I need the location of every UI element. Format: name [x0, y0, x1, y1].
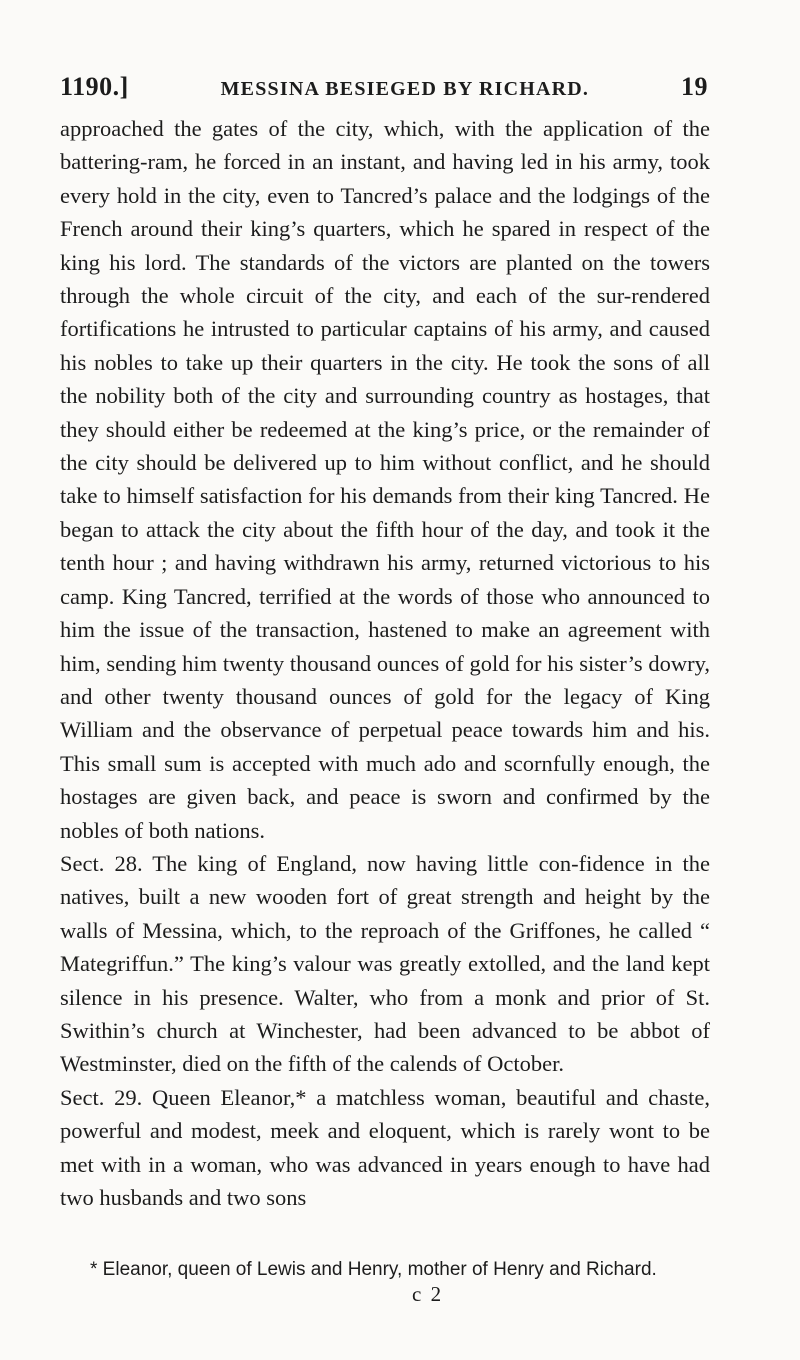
- paragraph-sect-28: Sect. 28. The king of England, now having little con-fidence in the natives, built a new wooden fort of great strength and height by the walls of Messina, which, to the reproach of the Griffones, he called “ Mategriffun.” The king’s valour was greatly extolled, and the land kept silence in his presence. Walter, who from a monk and prior of St. Swithin’s church at Winchester, had been advanced to be abbot of Westminster, died on the fifth of the calends of October.: [60, 850, 710, 1077]
- paragraph-continuation: approached the gates of the city, which, with the application of the battering-ram, he forced in an instant, and having led in his army, took every hold in the city, even to Tancred’s palace and the lodgings of the French around their king’s quarters, which he spared in respect of the king his lord. The standards of the victors are planted on the towers through the whole circuit of the city, and each of the sur-rendered fortifications he intrusted to particular captains of his army, and caused his nobles to take up their quarters in the city. He took the sons of all the nobility both of the city and surrounding country as hostages, that they should either be redeemed at the king’s price, or the remainder of the city should be delivered up to him without conflict, and he should take to himself satisfaction for his demands from their king Tancred. He began to attack the city about the fifth hour of the day, and took it the tenth hour ; and having withdrawn his army, returned victorious to his camp. King Tancred, terrified at the words of those who announced to him the issue of the transaction, hastened to make an agreement with him, sending him twenty thousand ounces of gold for his sister’s dowry, and other twenty thousand ounces of gold for the legacy of King William and the observance of perpetual peace towards him and his. This small sum is accepted with much ado and scornfully enough, the hostages are given back, and peace is sworn and confirmed by the nobles of both nations.: [60, 116, 710, 843]
- header-title: MESSINA BESIEGED BY RICHARD.: [220, 78, 590, 100]
- paragraph-sect-29: Sect. 29. Queen Eleanor,* a matchless woman, beautiful and chaste, powerful and modest, meek and eloquent, which is rarely wont to be met with in a woman, who was advanced in years enough to have had two husbands and two sons: [60, 1084, 710, 1210]
- running-header: [60, 72, 708, 102]
- page-number: 19: [680, 72, 708, 101]
- body-text: [60, 112, 710, 1214]
- footnote: * Eleanor, queen of Lewis and Henry, mother of Henry and Richard.: [90, 1259, 657, 1280]
- signature-mark: c 2: [412, 1282, 444, 1306]
- header-year: 1190.]: [60, 72, 129, 101]
